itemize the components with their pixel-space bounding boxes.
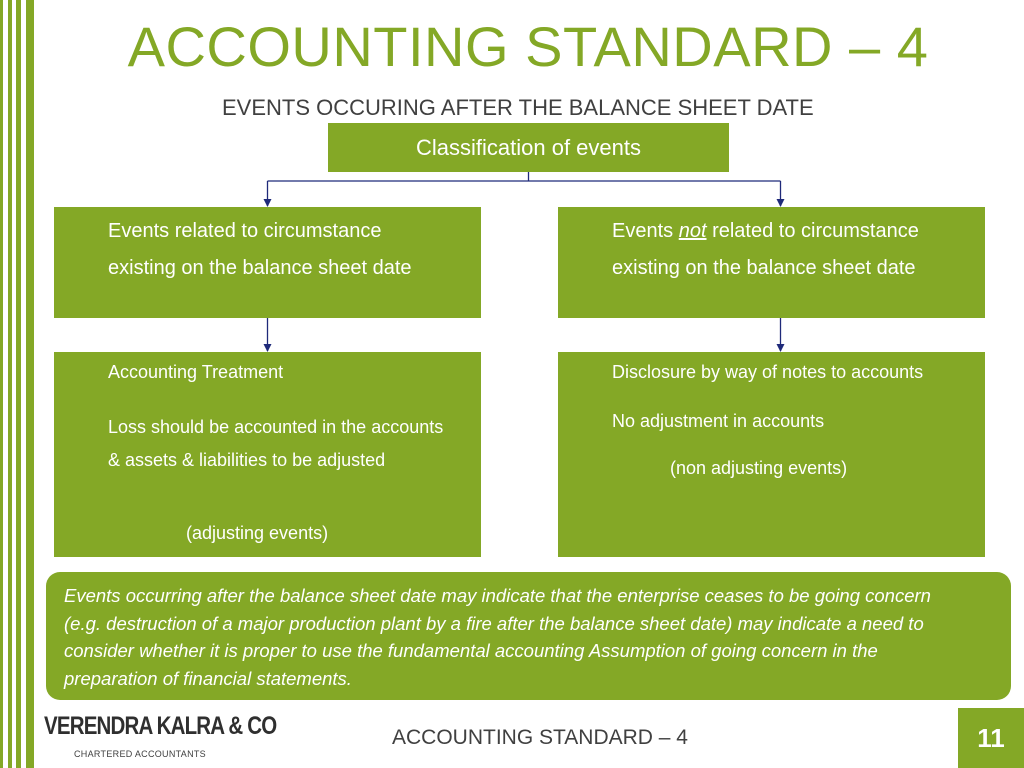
logo-main-text: VERENDRA KALRA & CO: [44, 712, 277, 740]
right-heading-post: related to circumstance: [706, 220, 919, 242]
classification-label: Classification of events: [416, 134, 641, 160]
left-treatment-text: Loss should be accounted in the accounts & assets & liabilities to be adjusted: [108, 417, 444, 470]
left-treatment-title: Accounting Treatment: [108, 362, 284, 382]
right-heading-line2: existing on the balance sheet date: [612, 257, 916, 279]
page-number-badge: [958, 708, 1024, 768]
right-heading-emphasis: not: [678, 220, 707, 242]
left-treatment-box: [54, 352, 481, 557]
note-text: Events occurring after the balance sheet date may indicate that the enterprise ceases to be going concern (e.g. destruction of a major production plant by a fire after the balance sheet date) may indicate a need to consider whether it is proper to use the fundamental accounting Assumption of going concern in the preparation of financial statements.: [64, 585, 931, 689]
slide-subtitle: EVENTS OCCURING AFTER THE BALANCE SHEET DATE: [222, 95, 814, 120]
right-heading-pre: Events: [612, 220, 679, 242]
going-concern-note: [46, 572, 1011, 700]
right-treatment-text: No adjustment in accounts: [612, 411, 825, 431]
left-heading-line1: Events related to circumstance: [108, 220, 382, 242]
right-treatment-box: [558, 352, 985, 557]
right-category-box: [558, 207, 985, 318]
right-heading-line1: [612, 213, 985, 250]
slide-title: ACCOUNTING STANDARD – 4: [127, 15, 929, 78]
right-treatment-tag: (non adjusting events): [670, 458, 848, 478]
logo-subtitle: CHARTERED ACCOUNTANTS: [74, 749, 206, 759]
company-logo: [44, 712, 277, 762]
left-heading-line2: existing on the balance sheet date: [108, 257, 412, 279]
left-treatment-tag: (adjusting events): [186, 523, 329, 543]
left-category-box: [54, 207, 481, 318]
right-treatment-title: Disclosure by way of notes to accounts: [612, 362, 924, 382]
footer-title: ACCOUNTING STANDARD – 4: [392, 726, 688, 749]
page-number: 11: [977, 722, 1005, 753]
